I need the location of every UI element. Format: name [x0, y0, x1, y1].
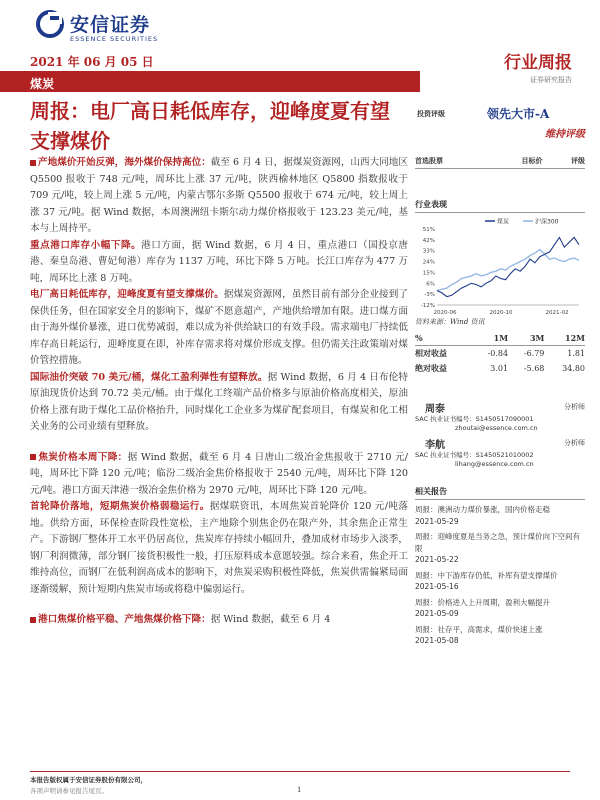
related-report-date: 2021-05-22 [415, 555, 459, 564]
footer-rule [30, 771, 570, 772]
analyst-role: 分析师 [564, 439, 585, 447]
related-report-title: 周报：社存平，高需求，煤价快速上涨 [415, 624, 543, 634]
y-tick-label: -12% [420, 303, 435, 309]
legend-label: 沪深300 [535, 218, 559, 226]
table-header-row [415, 331, 585, 346]
table-header: 3M [508, 331, 544, 346]
paragraph-7 [30, 612, 408, 629]
industry-label: 煤炭 [30, 77, 55, 91]
analyst-name: 周泰 [425, 404, 445, 415]
table-row [415, 346, 585, 362]
report-subtype: 证券研究报告 [530, 76, 572, 84]
report-type: 行业周报 [504, 53, 572, 73]
y-tick-label: 42% [422, 237, 435, 244]
performance-chart [415, 215, 585, 317]
chart-source: 资料来源：Wind 资讯 [415, 318, 485, 326]
paragraph-6 [30, 499, 408, 598]
table-cell: 34.80 [562, 364, 585, 373]
analyst-email[interactable]: lihang@essence.com.cn [455, 460, 534, 468]
table-cell: 3.01 [490, 364, 509, 373]
y-tick-label: 33% [422, 248, 435, 255]
rating-label: 投资评级 [417, 109, 445, 118]
legend-label: 煤炭 [497, 218, 510, 226]
analyst-email[interactable]: zhoutai@essence.com.cn [455, 424, 538, 432]
stocks-header [415, 156, 585, 169]
company-logo [36, 8, 186, 48]
x-tick-label: 2020-10 [489, 310, 513, 316]
paragraph-text: 据煤炭资源网，虽然目前有部分企业接到了保供任务，但在国家安全月的影响下，煤矿不愿意超产，产地供给增加有限。进口煤方面由于海外煤价暴涨，进口优势减弱，难以成为补供给缺口的有效手段。需求端电厂持续低库存高日耗运行，迎峰度夏在即，补库存需求将对煤价形成支撑。但仍需关注政策端对煤价管控措施。 [30, 289, 409, 366]
stocks-col-target: 目标价 [521, 156, 543, 165]
table-row [415, 361, 585, 376]
y-tick-label: 51% [422, 227, 435, 233]
related-report-date: 2021-05-16 [415, 582, 459, 591]
paragraph-text: 据 Wind 数据，6 月 4 日布伦特原油现货价达到 70.72 美元/桶。由于煤化工终端产品价格多与原油价格高度相关，原油价格上涨有助于煤化工品价格抬升，同时煤化工企业多为煤矿配套项目，有煤炭和化工相关业务的公司业绩有望释放。 [30, 371, 408, 432]
page-title: 周报：电厂高日耗低库存，迎峰度夏有望支撑煤价 [30, 99, 390, 153]
analyst-sac: SAC 执业证书编号：S1450517090001 [415, 415, 534, 423]
related-report-title: 周报：中下游库存仍低，补库有望支撑煤价 [415, 570, 558, 580]
paragraph-3 [30, 287, 408, 370]
stocks-col-name: 首选股票 [415, 156, 443, 165]
y-tick-label: -3% [424, 292, 435, 299]
paragraph-text: 据 Wind 数据，截至 6 月 4 日唐山二级冶金焦报收于 2710 元/吨，周环比下降 120 元/吨；临汾二级冶金焦价格报收于 2540 元/吨，周环比下降 120 元/吨。港口方面天津港一级冶金焦价格为 2970 元/吨，周环比下降 120 元/吨。 [30, 451, 409, 496]
x-tick-label: 2020-06 [433, 310, 457, 316]
paragraph-lead: 重点港口库存小幅下降。 [30, 239, 142, 251]
related-report[interactable] [415, 570, 585, 593]
brand-name-en: ESSENCE SECURITIES [70, 35, 159, 43]
related-report-date: 2021-05-09 [415, 609, 459, 618]
paragraph-text: 据 Wind 数据，截至 6 月 4 [210, 614, 331, 625]
performance-title: 行业表现 [415, 199, 585, 213]
related-report[interactable] [415, 597, 585, 620]
related-list [415, 504, 585, 647]
analyst-card [415, 436, 585, 486]
y-tick-label: 15% [422, 270, 435, 277]
related-report[interactable] [415, 504, 585, 527]
related-report-title: 周报：价格进入上升周期，盈利大幅提升 [415, 597, 550, 607]
chart-svg [415, 215, 585, 317]
table-cell: -5.68 [523, 364, 545, 373]
bullet-icon [30, 160, 36, 166]
paragraph-lead: 产地煤价开始反弹，海外煤价保持高位： [38, 157, 211, 168]
series-line-coal [437, 237, 579, 296]
footer-disclaimer: 各项声明请参见报告尾页。 [30, 787, 108, 795]
x-tick-label: 2021-02 [545, 310, 569, 316]
paragraph-text: 据煤联资讯，本周焦炭首轮降价 120 元/吨落地。供给方面，环保检查阶段性宽松，主产地除个别焦企仍在限产外，其余焦企正常生产。下游钢厂整体开工水平仍居高位，焦炭库存持续小幅回升，叠加成材市场步入淡季，钢厂利润微薄，部分钢厂接货积极性一般，打压原料成本意愿较强。综合来看，焦企开工维持高位，而钢厂在低利润高成本的影响下，对焦炭采购积极性降低，焦炭供需偏紧局面逐渐缓解，预计短期内焦炭市场或将稳中偏弱运行。 [30, 501, 408, 595]
paragraph-text: 港口方面，据 Wind 数据，6 月 4 日，重点港口（国投京唐港、秦皇岛港、曹妃甸港）库存为 1137 万吨，环比下降 5 万吨。长江口库存为 477 万吨，周环比上涨 8 万吨。 [30, 239, 408, 284]
paragraph-4 [30, 370, 408, 436]
related-report[interactable] [415, 531, 585, 566]
row-label: 相对收益 [415, 348, 447, 358]
rating-action: 维持评级 [545, 129, 585, 140]
paragraph-lead: 焦炭价格本周下降： [38, 451, 128, 463]
paragraph-lead: 港口焦煤价格平稳、产地焦煤价格下降： [38, 614, 211, 625]
analyst-name: 李航 [425, 440, 445, 451]
related-report[interactable] [415, 624, 585, 647]
analyst-sac: SAC 执业证书编号：S1450521010002 [415, 451, 534, 459]
y-tick-label: 6% [426, 281, 435, 288]
y-tick-label: 24% [422, 259, 435, 266]
bullet-icon [30, 454, 36, 460]
table-header: 12M [544, 331, 585, 346]
paragraph-5 [30, 450, 408, 500]
footer-copyright: 本报告版权属于安信证券股份有限公司， [30, 776, 147, 784]
paragraph-lead: 国际油价突破 70 美元/桶，煤化工盈利弹性有望释放。 [30, 371, 268, 383]
paragraph-1 [30, 155, 408, 238]
rating-row [415, 105, 585, 123]
bullet-icon [30, 617, 36, 623]
related-title: 相关报告 [415, 486, 585, 500]
series-line-csi300 [437, 250, 579, 291]
analyst-role: 分析师 [564, 403, 585, 411]
related-report-title: 周报：迎峰度夏是当务之急，预计煤价向下空间有限 [415, 532, 580, 553]
report-date: 2021 年 06 月 05 日 [30, 55, 154, 69]
paragraph-text: 截至 6 月 4 日，据煤炭资源网，山西大同地区 Q5500 报收于 748 元/吨，周环比上涨 37 元/吨，陕西榆林地区 Q5800 指数报收于 709 元/吨，较上周上涨 5 元/吨，内蒙古鄂尔多斯 Q5500 报收于 674 元/吨，较上周上涨 37 元/吨。据 Wind 数据，本周澳洲纽卡斯尔动力煤价格报收于 123.23 美元/吨，基本与上周持平。 [30, 157, 409, 234]
paragraph-lead: 电厂高日耗低库存，迎峰度夏有望支撑煤价。 [30, 289, 224, 300]
stocks-col-rating: 评级 [571, 156, 585, 165]
sidebar [415, 105, 585, 651]
performance-table [415, 331, 585, 376]
related-report-date: 2021-05-08 [415, 636, 459, 645]
table-header: 1M [472, 331, 508, 346]
related-report-date: 2021-05-29 [415, 516, 459, 526]
industry-bar [0, 74, 420, 92]
logo-mark-icon [36, 10, 64, 38]
brand-name: 安信证券 [70, 14, 151, 36]
table-cell: -6.79 [523, 349, 545, 358]
rating-value: 领先大市-A [487, 107, 550, 121]
row-label: 绝对收益 [415, 363, 447, 373]
related-report-title: 周报：澳洲动力煤价暴涨，国内价格走稳 [415, 505, 550, 514]
paragraph-2 [30, 238, 408, 288]
paragraph-lead: 首轮降价落地，短期焦炭价格弱稳运行。 [30, 501, 210, 512]
page-number: 1 [297, 786, 302, 794]
table-header: % [415, 331, 472, 346]
table-cell: -0.84 [487, 349, 509, 358]
table-cell: 1.81 [567, 349, 585, 358]
main-body [30, 155, 408, 629]
